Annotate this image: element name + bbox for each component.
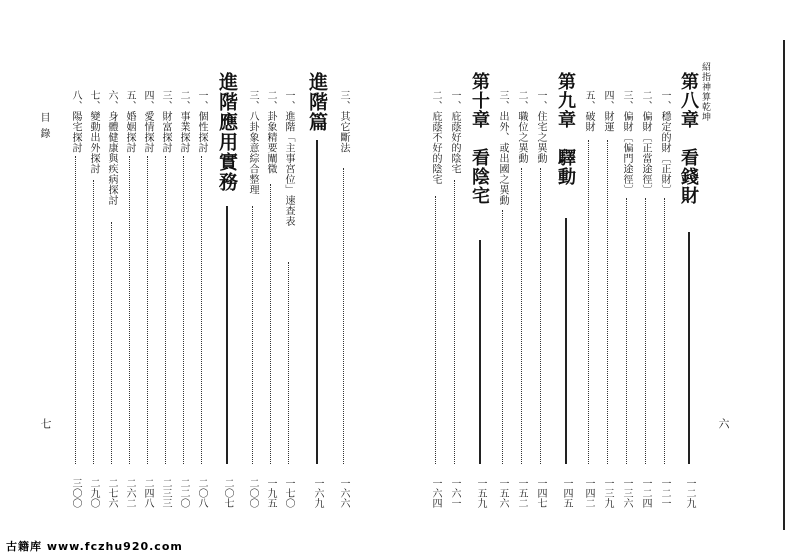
left-top-item: 三、其它斷法 [338,90,349,153]
ch8-item-5-page: 一四二 [583,478,594,508]
applied-section-rule [226,206,228,464]
watermark-text: 古籍库 www.fczhu920.com [6,540,183,553]
advanced-item-1-page: 一七〇 [283,478,294,508]
ch10-item-1-page: 一六一 [449,478,460,508]
leader [626,198,627,464]
leader [540,168,541,464]
leader [165,156,166,464]
leader [288,262,289,464]
leader [502,210,503,464]
leader [183,156,184,464]
chapter-8-title: 第八章 看錢財 [678,72,699,205]
applied-item-1-page: 二〇八 [196,478,207,508]
advanced-section-page: 一六九 [312,478,323,508]
leader [75,156,76,464]
ch8-item-3: 三、偏財〔偏門途徑〕 [621,90,632,195]
applied-section-title: 進階應用實務 [216,72,238,192]
running-header-contents: 目錄 [38,112,49,144]
leader [93,180,94,464]
ch10-item-1: 一、庇蔭好的陰宅 [449,90,460,174]
applied-item-8: 八、陽宅探討 [70,90,81,153]
leader [588,140,589,464]
chapter-10-page: 一五九 [475,478,486,508]
ch9-item-1-page: 一四七 [535,478,546,508]
ch10-item-2: 二、庇蔭不好的陰宅 [430,90,441,185]
ch8-item-1: 一、穩定的財〔正財〕 [659,90,670,195]
chapter-10-rule [479,240,481,464]
leader [607,140,608,464]
applied-item-8-page: 三〇〇 [70,478,81,508]
left-top-item-page: 一六六 [338,478,349,508]
leader [111,222,112,464]
leader [252,206,253,464]
leader [645,198,646,464]
ch8-item-1-page: 一二一 [659,478,670,508]
ch8-item-4: 四、財運 [602,90,613,132]
ch10-item-2-page: 一六四 [430,478,441,508]
applied-item-3: 三、財富探討 [160,90,171,153]
applied-item-4: 四、愛情探討 [142,90,153,153]
ch9-item-2-page: 一五二 [516,478,527,508]
ch9-item-1: 一、住宅之異動 [535,90,546,164]
applied-item-4-page: 二四八 [142,478,153,508]
advanced-item-3: 三、八卦象意綜合整理 [247,90,258,195]
ch9-item-3-page: 一五六 [497,478,508,508]
chapter-8-rule [688,232,690,464]
advanced-item-3-page: 二〇〇 [247,478,258,508]
leader [343,168,344,464]
chapter-10-title: 第十章 看陰宅 [469,72,490,205]
left-page-number: 七 [39,418,52,429]
ch9-item-3: 三、出外、或出國之異動 [497,90,508,206]
leader [664,198,665,464]
leader [454,180,455,464]
ch8-item-2-page: 一二四 [640,478,651,508]
chapter-9-page: 一四五 [561,478,572,508]
applied-item-1: 一、個性探討 [196,90,207,153]
advanced-section-title: 進階篇 [306,72,328,132]
right-page-number: 六 [717,418,730,429]
applied-section-page: 二〇七 [222,478,233,508]
advanced-item-1: 一、進階「主事宮位」速查表 [283,90,294,227]
applied-item-6-page: 二七六 [106,478,117,508]
applied-item-2: 二、事業探討 [178,90,189,153]
ch9-item-2: 二、職位之異動 [516,90,527,164]
running-header-title: 紹指神算乾坤 [700,62,710,122]
chapter-9-rule [565,218,567,464]
applied-item-7: 七、變動出外探討 [88,90,99,174]
leader [435,196,436,464]
advanced-item-2: 二、卦象精要闡微 [265,90,276,174]
ch8-item-2: 二、偏財〔正當途徑〕 [640,90,651,195]
applied-item-7-page: 二九〇 [88,478,99,508]
applied-item-5: 五、婚姻探討 [124,90,135,153]
applied-item-3-page: 二三三 [160,478,171,508]
leader [147,156,148,464]
ch8-item-5: 五、破財 [583,90,594,132]
ch8-item-3-page: 一三六 [621,478,632,508]
watermark-footer [0,534,793,558]
spine-line [783,40,785,530]
leader [521,168,522,464]
ch8-item-4-page: 一三九 [602,478,613,508]
applied-item-2-page: 二二〇 [178,478,189,508]
advanced-item-2-page: 一九五 [265,478,276,508]
chapter-8-page: 一二九 [684,478,695,508]
advanced-section-rule [316,140,318,464]
chapter-9-title: 第九章 驛動 [555,72,576,186]
leader [201,156,202,464]
leader [270,184,271,464]
applied-item-5-page: 二六二 [124,478,135,508]
applied-item-6: 六、身體健康與疾病探討 [106,90,117,206]
leader [129,156,130,464]
